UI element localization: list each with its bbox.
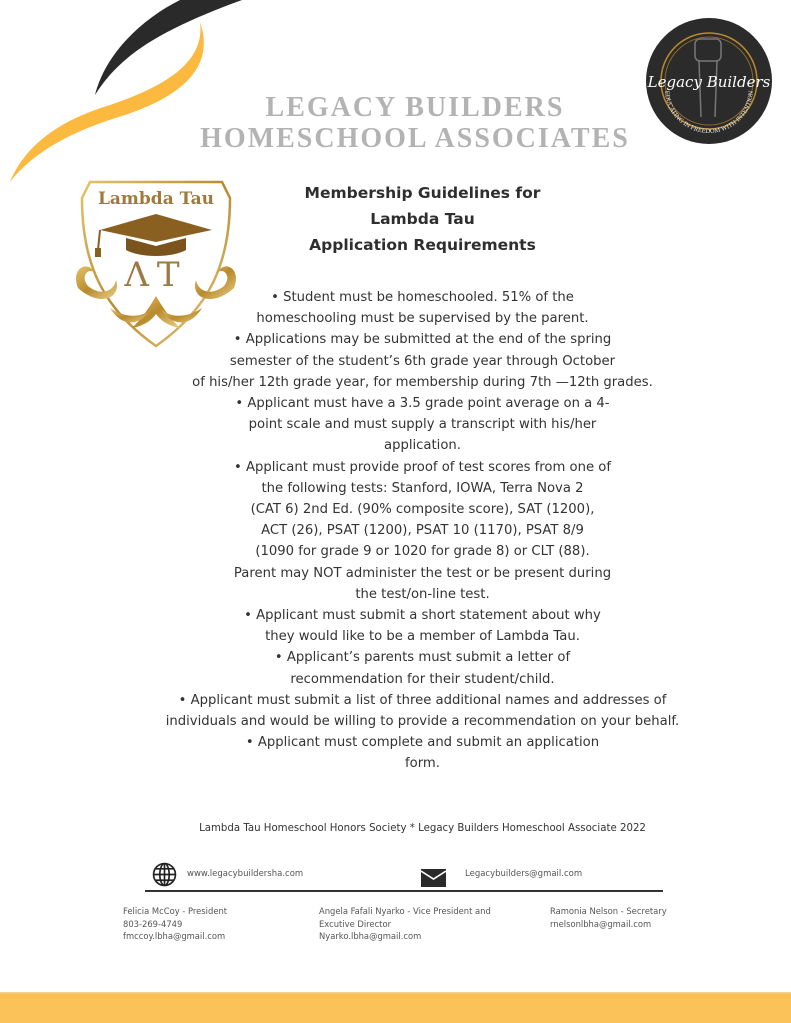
- heading-line3: Application Requirements: [309, 236, 536, 254]
- org-title: [150, 92, 680, 154]
- officer-vice-president: [319, 905, 509, 943]
- globe-icon: [152, 862, 177, 887]
- officer-name-title: Ramonia Nelson - Secretary: [550, 906, 667, 916]
- requirement-line: • Applicant must provide proof of test scores from one of: [234, 459, 611, 475]
- crest-banner-text: Lambda Tau: [97, 189, 215, 209]
- contact-row: [145, 860, 663, 892]
- requirement-line: of his/her 12th grade year, for membership during 7th —12th grades.: [192, 374, 653, 390]
- footer-tagline: Lambda Tau Homeschool Honors Society * Legacy Builders Homeschool Associate 2022: [199, 823, 646, 834]
- org-title-line2: HOMESCHOOL ASSOCIATES: [200, 123, 630, 154]
- requirement-line: • Applicant must submit a list of three additional names and addresses of: [178, 692, 667, 708]
- requirement-line: semester of the student’s 6th grade year through October: [229, 353, 616, 369]
- requirement-line: Parent may NOT administer the test or be present during: [233, 565, 612, 581]
- requirement-line: ACT (26), PSAT (1200), PSAT 10 (1170), PSAT 8/9: [261, 523, 584, 539]
- requirement-line: (CAT 6) 2nd Ed. (90% composite score), SAT (1200),: [250, 502, 595, 518]
- requirement-line: homeschooling must be supervised by the parent.: [256, 311, 589, 327]
- legacy-builders-logo: [645, 17, 773, 145]
- officer-title-cont: Excutive Director: [319, 918, 392, 929]
- page-heading: [250, 180, 595, 258]
- requirement-line: • Applications may be submitted at the end of the spring: [233, 332, 612, 348]
- bottom-accent-bar: [0, 992, 791, 1023]
- requirement-line: individuals and would be willing to provide a recommendation on your behalf.: [165, 714, 680, 730]
- heading-line2: Lambda Tau: [370, 210, 475, 228]
- officer-president: [123, 905, 227, 943]
- requirement-line: (1090 for grade 9 or 1020 for grade 8) or CLT (88).: [255, 544, 590, 560]
- logo-script-text: Legacy Builders: [647, 73, 771, 91]
- requirement-line: • Applicant must have a 3.5 grade point average on a 4-: [235, 396, 610, 412]
- requirement-line: the following tests: Stanford, IOWA, Terra Nova 2: [261, 480, 584, 496]
- officer-name-title: Felicia McCoy - President: [123, 906, 228, 916]
- requirement-line: • Applicant must submit a short statement about why: [244, 608, 601, 624]
- logo-tagline: EDUCATING IN FREEDOM WITH INTENTION: [663, 90, 756, 136]
- requirement-line: application.: [384, 438, 461, 454]
- requirement-line: the test/on-line test.: [355, 586, 490, 602]
- officer-email[interactable]: fmccoy.lbha@gmail.com: [123, 931, 226, 941]
- requirement-line: they would like to be a member of Lambda Tau.: [265, 629, 580, 645]
- officer-secretary: [550, 905, 667, 930]
- requirement-line: • Applicant must complete and submit an application: [245, 735, 600, 751]
- crest-letters: ΛT: [124, 255, 188, 295]
- requirement-line: • Student must be homeschooled. 51% of the: [271, 290, 574, 305]
- requirement-line: form.: [405, 756, 440, 772]
- website-link[interactable]: www.legacybuildersha.com: [187, 869, 304, 879]
- officer-phone: 803-269-4749: [123, 918, 183, 929]
- officer-name-title: Angela Fafali Nyarko - Vice President and: [319, 906, 491, 916]
- officer-email[interactable]: Nyarko.lbha@gmail.com: [319, 931, 422, 941]
- requirement-line: • Applicant’s parents must submit a letter of: [274, 650, 571, 666]
- requirements-list: [120, 287, 725, 775]
- heading-line1: Membership Guidelines for: [304, 184, 541, 202]
- officer-email[interactable]: rnelsonlbha@gmail.com: [550, 918, 652, 929]
- requirement-line: recommendation for their student/child.: [290, 671, 555, 687]
- envelope-icon: [421, 869, 446, 887]
- email-link[interactable]: Legacybuilders@gmail.com: [465, 869, 583, 879]
- requirement-line: point scale and must supply a transcript with his/her: [248, 417, 597, 433]
- org-title-line1: LEGACY BUILDERS: [265, 92, 565, 123]
